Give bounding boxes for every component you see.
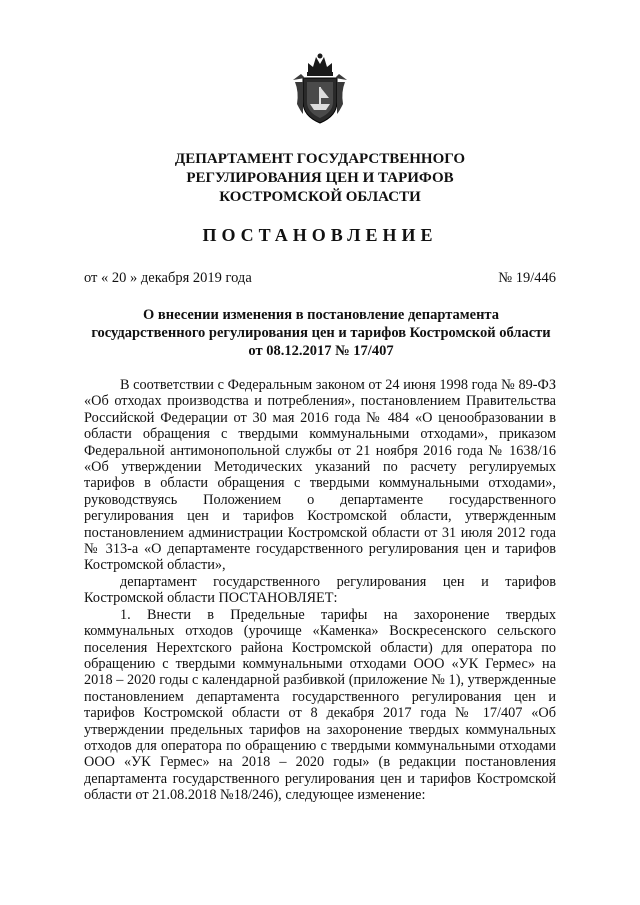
department-line: РЕГУЛИРОВАНИЯ ЦЕН И ТАРИФОВ bbox=[186, 170, 454, 186]
date-number-line bbox=[84, 270, 556, 287]
title-line: от 08.12.2017 № 17/407 bbox=[248, 343, 394, 359]
department-line: ДЕПАРТАМЕНТ ГОСУДАРСТВЕННОГО bbox=[174, 151, 466, 167]
document-title bbox=[84, 306, 558, 360]
body-paragraph-resolves: департамент государственного регулирования цен и тарифов Костромской области ПОСТАНОВЛЯЕТ: bbox=[84, 573, 556, 607]
document-type-heading: ПОСТАНОВЛЕНИЕ bbox=[202, 225, 438, 245]
department-line: КОСТРОМСКОЙ ОБЛАСТИ bbox=[219, 189, 421, 205]
document-number: № 19/446 bbox=[498, 270, 556, 286]
department-name bbox=[120, 150, 520, 207]
title-line: государственного регулирования цен и тарифов Костромской области bbox=[91, 325, 551, 341]
coat-of-arms-emblem bbox=[291, 52, 349, 126]
body-paragraph-item-1: 1. Внести в Предельные тарифы на захоронение твердых коммунальных отходов (урочище «Каменка» Воскресенского сельского поселения Нерехтского района Костромской области) для оператора по обращению с твердыми коммунальными отходами ООО «УК Гермес» на 2018 – 2020 годы с календарной разбивкой (приложение № 1), утвержденные постановлением департамента государственного регулирования цен и тарифов Костромской области от 8 декабря 2017 года № 17/407 «Об утверждении предельных тарифов на захоронение твердых коммунальных отходов для оператора по обращению с твердыми коммунальными отходами ООО «УК Гермес» на 2018 – 2020 годы» (в редакции постановления департамента государственного регулирования цен и тарифов Костромской области от 21.08.2018 №18/246), следующее изменение: bbox=[84, 606, 556, 804]
document-body bbox=[84, 377, 556, 804]
document-date: от « 20 » декабря 2019 года bbox=[84, 270, 252, 286]
body-paragraph-preamble: В соответствии с Федеральным законом от 24 июня 1998 года № 89-ФЗ «Об отходах производства и потребления», постановлением Правительства Российской Федерации от 30 мая 2016 года № 484 «О ценообразовании в области обращения с твердыми коммунальными отходами», приказом Федеральной антимонопольной службы от 21 ноября 2016 года № 1638/16 «Об утверждении Методических указаний по расчету регулируемых тарифов в области обращения с твердыми коммунальными отходами», руководствуясь Положением о департаменте государственного регулирования цен и тарифов Костромской области, утвержденным постановлением администрации Костромской области от 31 июля 2012 года № 313-а «О департаменте государственного регулирования цен и тарифов Костромской области», bbox=[84, 377, 556, 574]
title-line: О внесении изменения в постановление департамента bbox=[143, 307, 499, 323]
